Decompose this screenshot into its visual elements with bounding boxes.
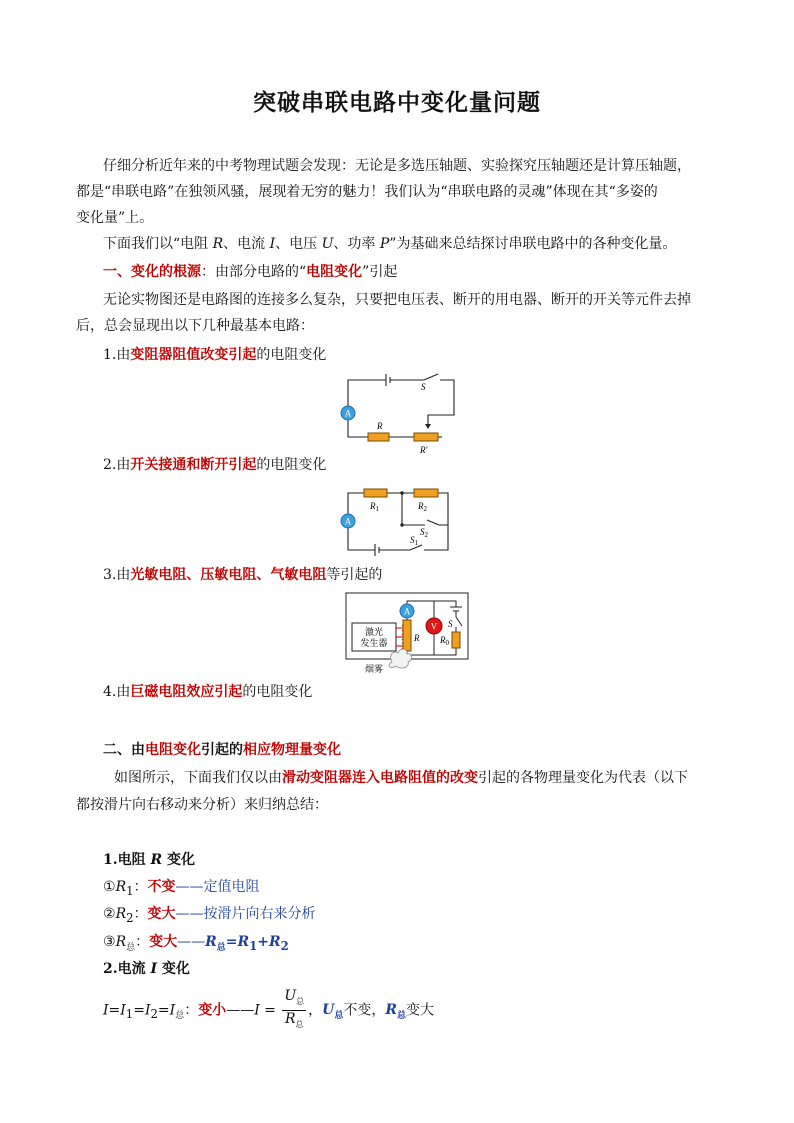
fig2-r2-label: $R_2$ (418, 501, 427, 513)
page-title: 突破串联电路中变化量问题 (253, 90, 541, 116)
sub1-row-rtotal: $③R_总$：变大$——R_总=R_1+R_2$ (103, 934, 289, 953)
fig3-r0-label: $R_0$ (440, 635, 449, 647)
section1-heading: 一、变化的根源：由部分电路的“电阻变化”引起 (103, 264, 398, 280)
current-fraction: $\frac{U_总}{R_总}$ (284, 988, 305, 1029)
section2-paragraph-line2: 都按滑片向右移动来分析）来归纳总结： (76, 797, 328, 813)
intro-paragraph-line3: 变化量”上。 (76, 210, 154, 226)
fig3-ammeter-label: A (403, 606, 411, 617)
sub2-formula-row: $I=I_1=I_2=I_总$：变小——I = $\frac{U_总}{R_总}$ ，$U_总$不变，$R_总$变大 (103, 988, 434, 1036)
fig2-s2-label: $S_2$ (420, 527, 428, 539)
sub1-row-r2: $②R_2$：变大——按滑片向右来分析 (103, 906, 316, 925)
circuit-diagram-1 (338, 370, 460, 458)
fig2-s1-label: $S_1$ (410, 535, 418, 547)
fig3-smoke-label: 烟雾 (364, 664, 384, 674)
fig1-resistor-label: R (377, 421, 383, 431)
section1-paragraph-line2: 后，总会显现出以下几种最基本电路： (76, 318, 314, 334)
intro-paragraph-line1: 仔细分析近年来的中考物理试题会发现：无论是多选压轴题、实验探究压轴题还是计算压轴题， (103, 158, 691, 174)
fig1-ammeter-label: A (344, 408, 352, 419)
fig3-s-label: S (448, 619, 453, 629)
section1-item2: 2.由开关接通和断开引起的电阻变化 (103, 457, 327, 473)
fig2-ammeter-label: A (344, 516, 352, 527)
sub1-heading: 1.电阻 R 变化 (103, 852, 196, 868)
intro-paragraph-2: 下面我们以“电阻 R、电流 I、电压 U、功率 P”为基础来总结探讨串联电路中的各种变化量。 (103, 236, 677, 252)
circuit-diagram-2 (338, 480, 454, 556)
section1-item4: 4.由巨磁电阻效应引起的电阻变化 (103, 684, 313, 700)
section1-item1: 1.由变阻器阻值改变引起的电阻变化 (103, 347, 327, 363)
sub2-heading: 2.电流 I 变化 (103, 961, 190, 977)
intro-paragraph-line2: 都是“串联电路”在独领风骚，展现着无穷的魅力！我们认为“串联电路的灵魂”体现在其“多姿的 (76, 184, 658, 200)
fig1-switch-label: S (421, 382, 426, 392)
fig3-laser-line2: 发生器 (360, 638, 388, 648)
fig1-rheostat-label: R′ (420, 445, 428, 455)
fig3-r-label: R (414, 633, 420, 643)
fig2-r1-label: $R_1$ (370, 501, 379, 513)
section1-paragraph-line1: 无论实物图还是电路图的连接多么复杂，只要把电压表、断开的用电器、断开的开关等元件去掉 (103, 292, 691, 308)
section2-paragraph-line1: 如图所示，下面我们仅以由滑动变阻器连入电路阻值的改变引起的各物理量变化为代表（以下 (114, 770, 688, 786)
section1-item3: 3.由光敏电阻、压敏电阻、气敏电阻等引起的 (103, 567, 383, 583)
sub1-row-r1: $①R_1$：不变——定值电阻 (103, 879, 260, 898)
fig3-voltmeter-label: V (430, 621, 438, 632)
fig3-laser-line1: 激光 (364, 627, 384, 637)
section2-heading: 二、由电阻变化引起的相应物理量变化 (103, 742, 341, 758)
circuit-diagram-3 (344, 590, 472, 676)
